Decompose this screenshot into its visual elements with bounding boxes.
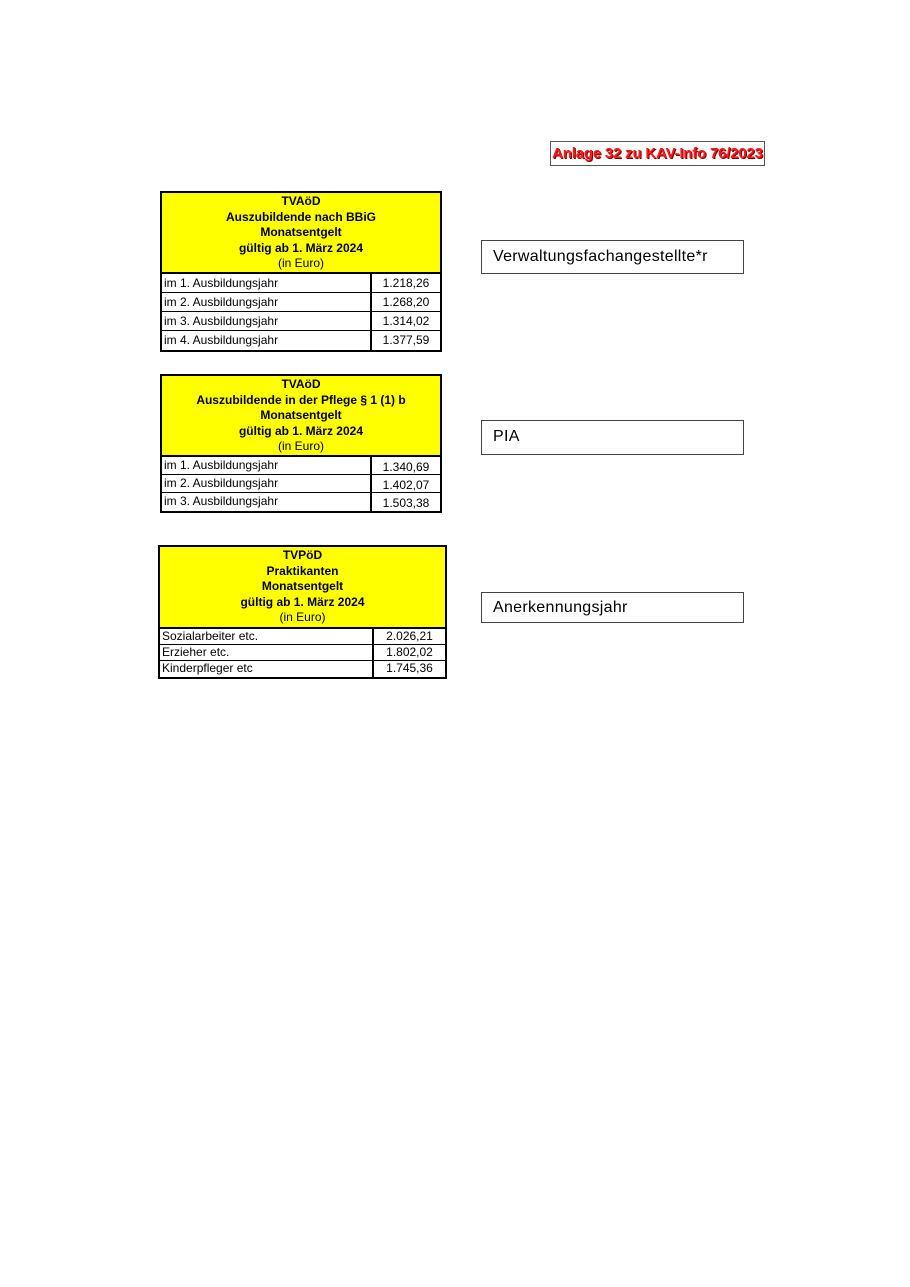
table-header-group: Auszubildende nach BBiG — [225, 209, 376, 224]
row-label: im 2. Ausbildungsjahr — [162, 475, 372, 492]
salary-table-praktikanten — [158, 545, 447, 679]
row-value: 1.314,02 — [382, 314, 430, 328]
table-row — [162, 331, 440, 350]
row-value: 1.503,38 — [382, 496, 430, 510]
salary-table-pflege — [160, 374, 442, 513]
table-header-type: Monatsentgelt — [260, 225, 342, 239]
table-row — [160, 661, 445, 677]
table-row — [162, 457, 440, 475]
row-value: 1.402,07 — [382, 478, 430, 492]
row-value: 1.268,20 — [382, 295, 430, 309]
table-row — [160, 629, 445, 645]
table-header-group: Auszubildende in der Pflege § 1 (1) b — [196, 392, 406, 407]
row-label: Sozialarbeiter etc. — [160, 629, 374, 644]
table-header — [162, 193, 440, 274]
table-header — [162, 376, 440, 457]
row-label: Erzieher etc. — [160, 645, 374, 660]
table-header-agreement: TVAöD — [281, 377, 321, 391]
table-header-unit: (in Euro) — [279, 610, 326, 624]
table-header-validity: gültig ab 1. März 2024 — [238, 423, 364, 438]
table-row — [162, 493, 440, 511]
table-header-unit: (in Euro) — [277, 256, 324, 270]
table-row — [160, 645, 445, 661]
table-header-type: Monatsentgelt — [260, 408, 342, 422]
table-row — [162, 293, 440, 312]
side-label-pia: PIA — [481, 420, 744, 455]
side-label-anerkennungsjahr: Anerkennungsjahr — [481, 592, 744, 623]
row-value: 2.026,21 — [386, 629, 433, 643]
table-header-type: Monatsentgelt — [261, 579, 344, 593]
row-label: im 3. Ausbildungsjahr — [162, 493, 372, 511]
row-value: 1.377,59 — [382, 333, 430, 347]
side-label-verwaltung: Verwaltungsfachangestellte*r — [481, 240, 744, 274]
annex-reference-badge: Anlage 32 zu KAV-Info 76/2023 — [550, 141, 765, 166]
row-value: 1.745,36 — [386, 661, 433, 675]
table-header-agreement: TVPöD — [282, 548, 323, 562]
row-label: im 2. Ausbildungsjahr — [162, 293, 372, 311]
table-row — [162, 312, 440, 331]
salary-table-bbig — [160, 191, 442, 352]
table-header — [160, 547, 445, 629]
row-value: 1.802,02 — [386, 645, 433, 659]
table-header-unit: (in Euro) — [277, 439, 324, 453]
row-label: Kinderpfleger etc — [160, 661, 374, 677]
table-header-validity: gültig ab 1. März 2024 — [238, 240, 364, 255]
table-header-group: Praktikanten — [266, 563, 339, 578]
table-header-agreement: TVAöD — [281, 194, 321, 208]
table-header-validity: gültig ab 1. März 2024 — [240, 594, 365, 609]
row-label: im 1. Ausbildungsjahr — [162, 274, 372, 292]
table-row — [162, 274, 440, 293]
row-value: 1.340,69 — [382, 460, 430, 474]
row-value: 1.218,26 — [382, 276, 430, 290]
table-row — [162, 475, 440, 493]
row-label: im 4. Ausbildungsjahr — [162, 331, 372, 350]
row-label: im 3. Ausbildungsjahr — [162, 312, 372, 330]
row-label: im 1. Ausbildungsjahr — [162, 457, 372, 474]
